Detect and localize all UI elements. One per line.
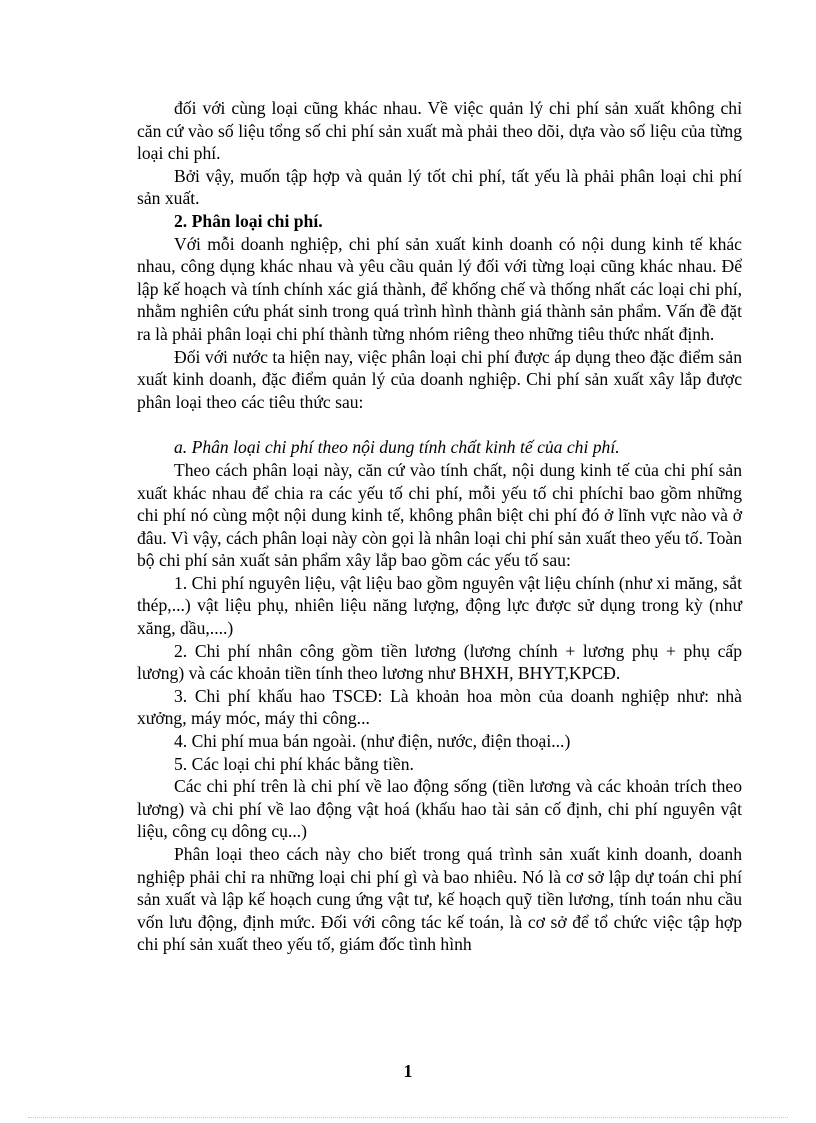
document-page [137, 97, 742, 956]
blank-line [137, 413, 742, 436]
list-item: 2. Chi phí nhân công gồm tiền lương (lương chính + lương phụ + phụ cấp lương) và các khoản tiền tính theo lương như BHXH, BHYT,KPCĐ. [137, 640, 742, 684]
list-item: 3. Chi phí khấu hao TSCĐ: Là khoản hoa mòn của doanh nghiệp như: nhà xưởng, máy móc, máy thi công... [137, 685, 742, 729]
paragraph-body: Các chi phí trên là chi phí về lao động sống (tiền lương và các khoản trích theo lương) và chi phí về lao động vật hoá (khấu hao tài sản cố định, chi phí nguyên vật liệu, công cụ dông cụ...) [137, 776, 742, 842]
page-bottom-divider [28, 1117, 788, 1118]
page-number: 1 [403, 1061, 413, 1081]
paragraph-body: Với mỗi doanh nghiệp, chi phí sản xuất kinh doanh có nội dung kinh tế khác nhau, công dụng khác nhau và yêu cầu quản lý đối với từng loại cũng khác nhau. Để lập kế hoạch và tính chính xác giá thành, để khống chế và thống nhất các loại chi phí, nhằm nghiên cứu phát sinh trong quá trình hình thành giá thành sản phẩm. Vấn đề đặt ra là phải phân loại chi phí thành từng nhóm riêng theo những tiêu thức nhất định. [137, 233, 742, 344]
paragraph-intro: đối với cùng loại cũng khác nhau. Về việc quản lý chi phí sản xuất không chỉ căn cứ vào số liệu tổng số chi phí sản xuất mà phải theo dõi, dựa vào số liệu của từng loại chi phí. [137, 98, 742, 164]
paragraph-body: Theo cách phân loại này, căn cứ vào tính chất, nội dung kinh tế của chi phí sản xuất khác nhau để chia ra các yếu tố chi phí, mỗi yếu tố chi phíchỉ bao gồm những chi phí nó cùng một nội dung kinh tế, không phân biệt chi phí đó ở lĩnh vực nào và ở đâu. Vì vậy, cách phân loại này còn gọi là nhân loại chi phí sản xuất theo yếu tố. Toàn bộ chi phí sản xuất sản phẩm xây lắp bao gồm các yếu tố sau: [137, 459, 742, 571]
paragraph-conclusion: Bởi vậy, muốn tập hợp và quản lý tốt chi phí, tất yếu là phải phân loại chi phí sản xuất. [137, 165, 742, 209]
list-item: 5. Các loại chi phí khác bằng tiền. [174, 753, 414, 774]
paragraph-body: Đối với nước ta hiện nay, việc phân loại chi phí được áp dụng theo đặc điểm sản xuất kinh doanh, đặc điểm quản lý của doanh nghiệp. Chi phí sản xuất xây lắp được phân loại theo các tiêu thức sau: [137, 346, 742, 412]
list-item: 4. Chi phí mua bán ngoài. (như điện, nước, điện thoại...) [174, 731, 571, 752]
section-heading: 2. Phân loại chi phí. [174, 210, 323, 231]
paragraph-body: Phân loại theo cách này cho biết trong quá trình sản xuất kinh doanh, doanh nghiệp phải chỉ ra những loại chi phí gì và bao nhiêu. Nó là cơ sở lập dự toán chi phí sản xuất và lập kế hoạch cung ứng vật tư, kế hoạch quỹ tiền lương, tính toán nhu cầu vốn lưu động, định mức. Đối với công tác kế toán, là cơ sở để tổ chức việc tập hợp chi phí sản xuất theo yếu tố, giám đốc tình hình [137, 844, 742, 955]
subsection-heading: a. Phân loại chi phí theo nội dung tính chất kinh tế của chi phí. [174, 437, 620, 458]
list-item: 1. Chi phí nguyên liệu, vật liệu bao gồm nguyên vật liệu chính (như xi măng, sắt thép,...) vật liệu phụ, nhiên liệu năng lượng, động lực được sử dụng trong kỳ (như xăng, dầu,....) [137, 572, 742, 639]
